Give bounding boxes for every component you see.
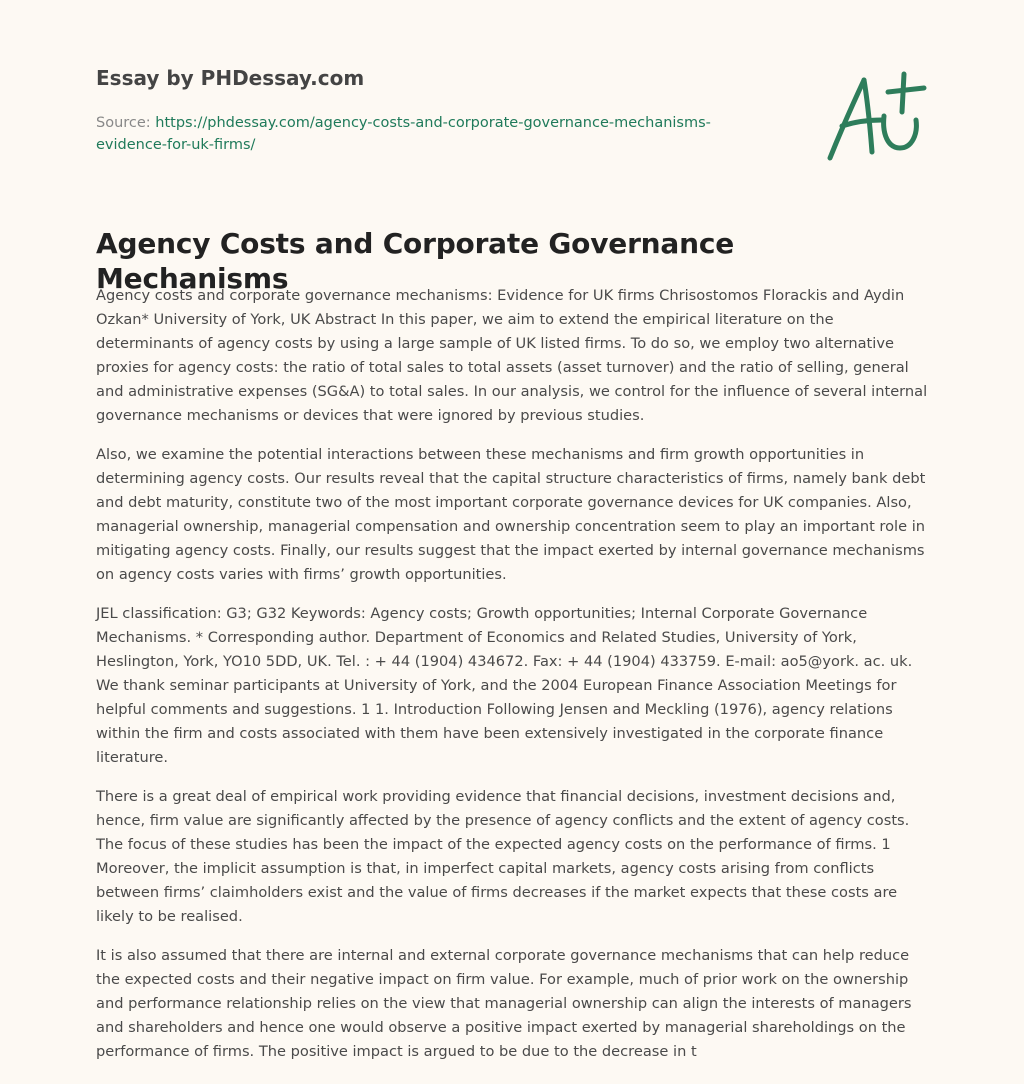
a-plus-grade-icon [824,68,928,164]
source-line [96,112,756,156]
source-url-line2: evidence-for-uk-firms/ [96,137,256,153]
source-label: Source: [96,115,151,131]
article-body [96,284,928,1079]
source-link[interactable] [96,115,711,153]
document-page [96,0,928,1060]
paragraph: Also, we examine the potential interactions between these mechanisms and firm growth opportunities in determining agency costs. Our results reveal that the capital structure characteristics of firms, namely bank debt and debt maturity, constitute two of the most important corporate governance devices for UK companies. Also, managerial ownership, managerial compensation and ownership concentration seem to play an important role in mitigating agency costs. Finally, our results suggest that the impact exerted by internal governance mechanisms on agency costs varies with firms’ growth opportunities. [96,446,926,583]
paragraph: JEL classification: G3; G32 Keywords: Agency costs; Growth opportunities; Internal Corporate Governance Mechanisms. * Corresponding author. Department of Economics and Related Studies, University of York, Heslington, York, YO10 5DD, UK. Tel. : + 44 (1904) 434672. Fax: + 44 (1904) 433759. E-mail: ao5@york. ac. uk. We thank seminar participants at University of York, and the 2004 European Finance Association Meetings for helpful comments and suggestions. 1 1. Introduction Following Jensen and Meckling (1976), agency relations within the firm and costs associated with them have been extensively investigated in the corporate finance literature. [96,605,913,766]
source-url-line1: https://phdessay.com/agency-costs-and-corporate-governance-mechanisms- [155,115,711,131]
paragraph: It is also assumed that there are internal and external corporate governance mechanisms that can help reduce the expected costs and their negative impact on firm value. For example, much of prior work on the ownership and performance relationship relies on the view that managerial ownership can align the interests of managers and shareholders and hence one would observe a positive impact exerted by managerial shareholdings on the performance of firms. The positive impact is argued to be due to the decrease in t [96,947,912,1060]
article-title: Agency Costs and Corporate Governance Mechanisms [96,227,735,295]
paragraph: Agency costs and corporate governance mechanisms: Evidence for UK firms Chrisostomos Florackis and Aydin Ozkan* University of York, UK Abstract In this paper, we aim to extend the empirical literature on the determinants of agency costs by using a large sample of UK listed firms. To do so, we employ two alternative proxies for agency costs: the ratio of total sales to total assets (asset turnover) and the ratio of selling, general and administrative expenses (SG&A) to total sales. In our analysis, we control for the influence of several internal governance mechanisms or devices that were ignored by previous studies. [96,287,928,424]
header [96,0,928,190]
paragraph: There is a great deal of empirical work providing evidence that financial decisions, investment decisions and, hence, firm value are significantly affected by the presence of agency conflicts and the extent of agency costs. The focus of these studies has been the impact of the expected agency costs on the performance of firms. 1 Moreover, the implicit assumption is that, in imperfect capital markets, agency costs arising from conflicts between firms’ claimholders exist and the value of firms decreases if the market expects that these costs are likely to be realised. [96,788,910,925]
site-brand: Essay by PHDessay.com [96,66,365,90]
